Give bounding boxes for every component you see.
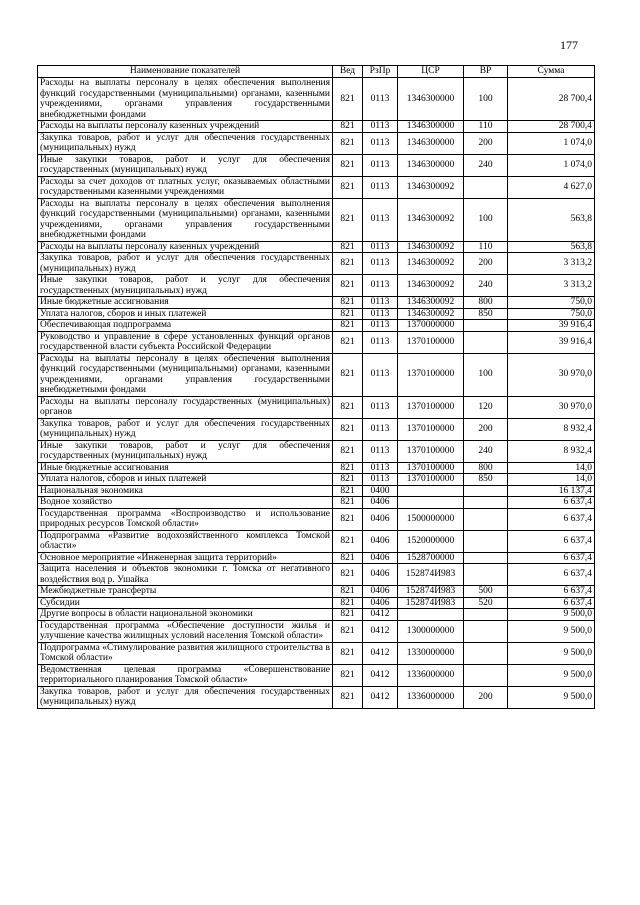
cell-rzpr: 0113: [363, 320, 398, 332]
cell-vr: [464, 508, 508, 530]
cell-rzpr: 0406: [363, 564, 398, 586]
table-row: [38, 552, 595, 564]
cell-name: Водное хозяйство: [38, 497, 333, 509]
cell-ved: 821: [333, 253, 363, 275]
cell-csr: 1346300092: [398, 253, 464, 275]
cell-name: Субсидии: [38, 597, 333, 609]
table-row: [38, 597, 595, 609]
cell-sum: 9 500,0: [508, 642, 595, 664]
cell-rzpr: 0113: [363, 353, 398, 396]
cell-ved: 821: [333, 308, 363, 320]
cell-ved: 821: [333, 564, 363, 586]
cell-vr: 240: [464, 440, 508, 462]
cell-vr: [464, 497, 508, 509]
cell-vr: 110: [464, 241, 508, 253]
cell-ved: 821: [333, 154, 363, 176]
table-body: [38, 78, 595, 709]
table-row: [38, 564, 595, 586]
header-ved: Вед: [333, 66, 363, 78]
cell-vr: 800: [464, 462, 508, 474]
cell-name: Уплата налогов, сборов и иных платежей: [38, 474, 333, 486]
cell-rzpr: 0113: [363, 154, 398, 176]
cell-vr: 200: [464, 132, 508, 154]
table-row: [38, 620, 595, 642]
cell-name: Защита населения и объектов экономики г. Томска от негативного воздействия вод р. Ушайка: [38, 564, 333, 586]
cell-sum: 3 313,2: [508, 275, 595, 297]
cell-rzpr: 0406: [363, 552, 398, 564]
cell-sum: 6 637,4: [508, 597, 595, 609]
cell-vr: 240: [464, 275, 508, 297]
cell-name: Ведомственная целевая программа «Совершенствование территориального планирования Томской области»: [38, 664, 333, 686]
cell-name: Иные закупки товаров, работ и услуг для обеспечения государственных (муниципальных) нужд: [38, 440, 333, 462]
cell-name: Руководство и управление в сфере установленных функций органов государственной власти субъекта Российской Федерации: [38, 331, 333, 353]
cell-rzpr: 0113: [363, 331, 398, 353]
cell-ved: 821: [333, 176, 363, 198]
cell-name: Закупка товаров, работ и услуг для обеспечения государственных (муниципальных) нужд: [38, 418, 333, 440]
table-row: [38, 176, 595, 198]
table-row: [38, 609, 595, 621]
budget-table: [37, 65, 595, 709]
cell-csr: 1370100000: [398, 462, 464, 474]
cell-csr: 1370100000: [398, 474, 464, 486]
cell-sum: 14,0: [508, 474, 595, 486]
cell-sum: 563,8: [508, 241, 595, 253]
cell-sum: 30 970,0: [508, 396, 595, 418]
cell-name: Иные бюджетные ассигнования: [38, 462, 333, 474]
cell-sum: 16 137,4: [508, 485, 595, 497]
cell-csr: 1346300092: [398, 198, 464, 241]
cell-name: Подпрограмма «Стимулирование развития жилищного строительства в Томской области»: [38, 642, 333, 664]
cell-ved: 821: [333, 297, 363, 309]
cell-vr: 520: [464, 597, 508, 609]
cell-sum: 30 970,0: [508, 353, 595, 396]
cell-sum: 39 916,4: [508, 320, 595, 332]
cell-sum: 39 916,4: [508, 331, 595, 353]
cell-sum: 750,0: [508, 308, 595, 320]
table-row: [38, 642, 595, 664]
cell-csr: 1330000000: [398, 642, 464, 664]
cell-ved: 821: [333, 241, 363, 253]
cell-sum: 28 700,4: [508, 78, 595, 121]
cell-vr: 120: [464, 396, 508, 418]
table-row: [38, 121, 595, 133]
cell-rzpr: 0406: [363, 586, 398, 598]
header-rzpr: РзПр: [363, 66, 398, 78]
cell-vr: [464, 320, 508, 332]
cell-ved: 821: [333, 485, 363, 497]
cell-csr: 1300000000: [398, 620, 464, 642]
cell-sum: 9 500,0: [508, 620, 595, 642]
cell-ved: 821: [333, 462, 363, 474]
cell-name: Государственная программа «Обеспечение доступности жилья и улучшение качества жилищных условий населения Томской области»: [38, 620, 333, 642]
cell-rzpr: 0400: [363, 485, 398, 497]
cell-vr: 850: [464, 308, 508, 320]
cell-csr: 1346300000: [398, 121, 464, 133]
cell-rzpr: 0113: [363, 418, 398, 440]
cell-sum: 6 637,4: [508, 497, 595, 509]
cell-ved: 821: [333, 497, 363, 509]
cell-sum: 6 637,4: [508, 552, 595, 564]
cell-ved: 821: [333, 620, 363, 642]
cell-sum: 6 637,4: [508, 530, 595, 552]
cell-ved: 821: [333, 609, 363, 621]
cell-ved: 821: [333, 353, 363, 396]
cell-rzpr: 0113: [363, 462, 398, 474]
header-name: Наименование показателей: [38, 66, 333, 78]
table-row: [38, 474, 595, 486]
cell-sum: 563,8: [508, 198, 595, 241]
cell-name: Обеспечивающая подпрограмма: [38, 320, 333, 332]
cell-ved: 821: [333, 275, 363, 297]
cell-sum: 14,0: [508, 462, 595, 474]
cell-rzpr: 0412: [363, 609, 398, 621]
cell-name: Уплата налогов, сборов и иных платежей: [38, 308, 333, 320]
cell-vr: 100: [464, 198, 508, 241]
table-row: [38, 462, 595, 474]
cell-vr: 850: [464, 474, 508, 486]
cell-rzpr: 0113: [363, 275, 398, 297]
cell-rzpr: 0113: [363, 241, 398, 253]
cell-ved: 821: [333, 586, 363, 598]
cell-vr: 110: [464, 121, 508, 133]
cell-csr: [398, 609, 464, 621]
table-row: [38, 440, 595, 462]
cell-csr: 1370100000: [398, 418, 464, 440]
cell-rzpr: 0412: [363, 642, 398, 664]
table-row: [38, 320, 595, 332]
cell-vr: 200: [464, 686, 508, 708]
cell-rzpr: 0113: [363, 253, 398, 275]
cell-ved: 821: [333, 552, 363, 564]
cell-sum: 28 700,4: [508, 121, 595, 133]
cell-rzpr: 0406: [363, 530, 398, 552]
cell-rzpr: 0406: [363, 497, 398, 509]
cell-rzpr: 0412: [363, 620, 398, 642]
cell-name: Расходы на выплаты персоналу в целях обеспечения выполнения функций государственными (муниципальными) органами, казенными учреждениями, органами управления государственными внебюджетными фондами: [38, 198, 333, 241]
cell-vr: [464, 564, 508, 586]
cell-csr: 1346300092: [398, 308, 464, 320]
cell-ved: 821: [333, 474, 363, 486]
cell-name: Закупка товаров, работ и услуг для обеспечения государственных (муниципальных) нужд: [38, 132, 333, 154]
cell-sum: 9 500,0: [508, 686, 595, 708]
cell-vr: [464, 552, 508, 564]
cell-csr: 152874И983: [398, 564, 464, 586]
cell-ved: 821: [333, 597, 363, 609]
cell-ved: 821: [333, 320, 363, 332]
table-row: [38, 78, 595, 121]
cell-csr: 1336000000: [398, 686, 464, 708]
table-row: [38, 418, 595, 440]
table-row: [38, 275, 595, 297]
cell-vr: 100: [464, 353, 508, 396]
cell-csr: 152874И983: [398, 586, 464, 598]
cell-csr: 1520000000: [398, 530, 464, 552]
cell-vr: [464, 176, 508, 198]
cell-ved: 821: [333, 121, 363, 133]
cell-ved: 821: [333, 198, 363, 241]
cell-name: Государственная программа «Воспроизводство и использование природных ресурсов Томской области»: [38, 508, 333, 530]
cell-name: Другие вопросы в области национальной экономики: [38, 609, 333, 621]
table-row: [38, 497, 595, 509]
table-row: [38, 241, 595, 253]
cell-sum: 1 074,0: [508, 154, 595, 176]
cell-ved: 821: [333, 78, 363, 121]
cell-sum: 4 627,0: [508, 176, 595, 198]
cell-vr: 500: [464, 586, 508, 598]
cell-rzpr: 0113: [363, 474, 398, 486]
cell-vr: [464, 530, 508, 552]
cell-name: Подпрограмма «Развитие водохозяйственного комплекса Томской области»: [38, 530, 333, 552]
cell-ved: 821: [333, 508, 363, 530]
cell-csr: [398, 497, 464, 509]
cell-ved: 821: [333, 418, 363, 440]
table-row: [38, 485, 595, 497]
cell-vr: [464, 485, 508, 497]
table-header-row: [38, 66, 595, 78]
cell-csr: 1346300092: [398, 176, 464, 198]
cell-sum: 8 932,4: [508, 440, 595, 462]
cell-csr: 1370000000: [398, 320, 464, 332]
cell-rzpr: 0113: [363, 308, 398, 320]
cell-name: Иные закупки товаров, работ и услуг для обеспечения государственных (муниципальных) нужд: [38, 154, 333, 176]
cell-sum: 9 500,0: [508, 609, 595, 621]
cell-sum: 750,0: [508, 297, 595, 309]
cell-vr: 200: [464, 253, 508, 275]
cell-name: Расходы на выплаты персоналу в целях обеспечения выполнения функций государственными (муниципальными) органами, казенными учреждениями, органами управления государственными внебюджетными фондами: [38, 78, 333, 121]
cell-csr: 1336000000: [398, 664, 464, 686]
table-row: [38, 253, 595, 275]
cell-vr: [464, 331, 508, 353]
cell-name: Закупка товаров, работ и услуг для обеспечения государственных (муниципальных) нужд: [38, 253, 333, 275]
cell-csr: 1370100000: [398, 331, 464, 353]
header-csr: ЦСР: [398, 66, 464, 78]
table-row: [38, 297, 595, 309]
header-vr: ВР: [464, 66, 508, 78]
table-row: [38, 396, 595, 418]
cell-sum: 3 313,2: [508, 253, 595, 275]
header-sum: Сумма: [508, 66, 595, 78]
cell-rzpr: 0113: [363, 78, 398, 121]
cell-rzpr: 0113: [363, 121, 398, 133]
cell-csr: 1346300000: [398, 132, 464, 154]
table-row: [38, 664, 595, 686]
table-row: [38, 198, 595, 241]
cell-name: Межбюджетные трансферты: [38, 586, 333, 598]
cell-csr: 1346300000: [398, 78, 464, 121]
cell-ved: 821: [333, 664, 363, 686]
cell-name: Расходы на выплаты персоналу казенных учреждений: [38, 241, 333, 253]
cell-rzpr: 0113: [363, 198, 398, 241]
cell-rzpr: 0113: [363, 440, 398, 462]
cell-name: Иные закупки товаров, работ и услуг для обеспечения государственных (муниципальных) нужд: [38, 275, 333, 297]
cell-rzpr: 0113: [363, 132, 398, 154]
table-row: [38, 331, 595, 353]
cell-rzpr: 0113: [363, 297, 398, 309]
table-row: [38, 686, 595, 708]
cell-csr: [398, 485, 464, 497]
cell-rzpr: 0412: [363, 686, 398, 708]
cell-csr: 1370100000: [398, 353, 464, 396]
cell-csr: 152874И983: [398, 597, 464, 609]
cell-sum: 6 637,4: [508, 508, 595, 530]
cell-csr: 1528700000: [398, 552, 464, 564]
cell-ved: 821: [333, 396, 363, 418]
cell-rzpr: 0412: [363, 664, 398, 686]
table-row: [38, 353, 595, 396]
table-row: [38, 530, 595, 552]
cell-csr: 1370100000: [398, 440, 464, 462]
cell-name: Закупка товаров, работ и услуг для обеспечения государственных (муниципальных) нужд: [38, 686, 333, 708]
cell-ved: 821: [333, 331, 363, 353]
cell-name: Расходы на выплаты персоналу в целях обеспечения выполнения функций государственными (муниципальными) органами, казенными учреждениями, органами управления государственными внебюджетными фондами: [38, 353, 333, 396]
cell-sum: 1 074,0: [508, 132, 595, 154]
cell-sum: 9 500,0: [508, 664, 595, 686]
cell-sum: 8 932,4: [508, 418, 595, 440]
cell-ved: 821: [333, 440, 363, 462]
cell-vr: [464, 609, 508, 621]
cell-vr: 200: [464, 418, 508, 440]
table-row: [38, 308, 595, 320]
cell-name: Расходы за счет доходов от платных услуг, оказываемых областными государственными казенными учреждениями: [38, 176, 333, 198]
cell-ved: 821: [333, 132, 363, 154]
cell-csr: 1500000000: [398, 508, 464, 530]
table-row: [38, 508, 595, 530]
cell-ved: 821: [333, 530, 363, 552]
cell-vr: [464, 664, 508, 686]
cell-vr: 100: [464, 78, 508, 121]
cell-rzpr: 0113: [363, 396, 398, 418]
cell-name: Расходы на выплаты персоналу государственных (муниципальных) органов: [38, 396, 333, 418]
cell-rzpr: 0113: [363, 176, 398, 198]
cell-csr: 1346300000: [398, 154, 464, 176]
cell-rzpr: 0406: [363, 508, 398, 530]
cell-vr: 240: [464, 154, 508, 176]
cell-name: Иные бюджетные ассигнования: [38, 297, 333, 309]
cell-name: Расходы на выплаты персоналу казенных учреждений: [38, 121, 333, 133]
cell-name: Национальная экономика: [38, 485, 333, 497]
cell-csr: 1346300092: [398, 297, 464, 309]
page-number: 177: [560, 38, 578, 52]
cell-csr: 1370100000: [398, 396, 464, 418]
cell-sum: 6 637,4: [508, 564, 595, 586]
cell-csr: 1346300092: [398, 275, 464, 297]
cell-ved: 821: [333, 686, 363, 708]
cell-vr: [464, 620, 508, 642]
cell-rzpr: 0406: [363, 597, 398, 609]
cell-vr: [464, 642, 508, 664]
cell-csr: 1346300092: [398, 241, 464, 253]
cell-sum: 6 637,4: [508, 586, 595, 598]
cell-name: Основное мероприятие «Инженерная защита территорий»: [38, 552, 333, 564]
table-row: [38, 586, 595, 598]
cell-vr: 800: [464, 297, 508, 309]
cell-ved: 821: [333, 642, 363, 664]
table-row: [38, 154, 595, 176]
table-row: [38, 132, 595, 154]
